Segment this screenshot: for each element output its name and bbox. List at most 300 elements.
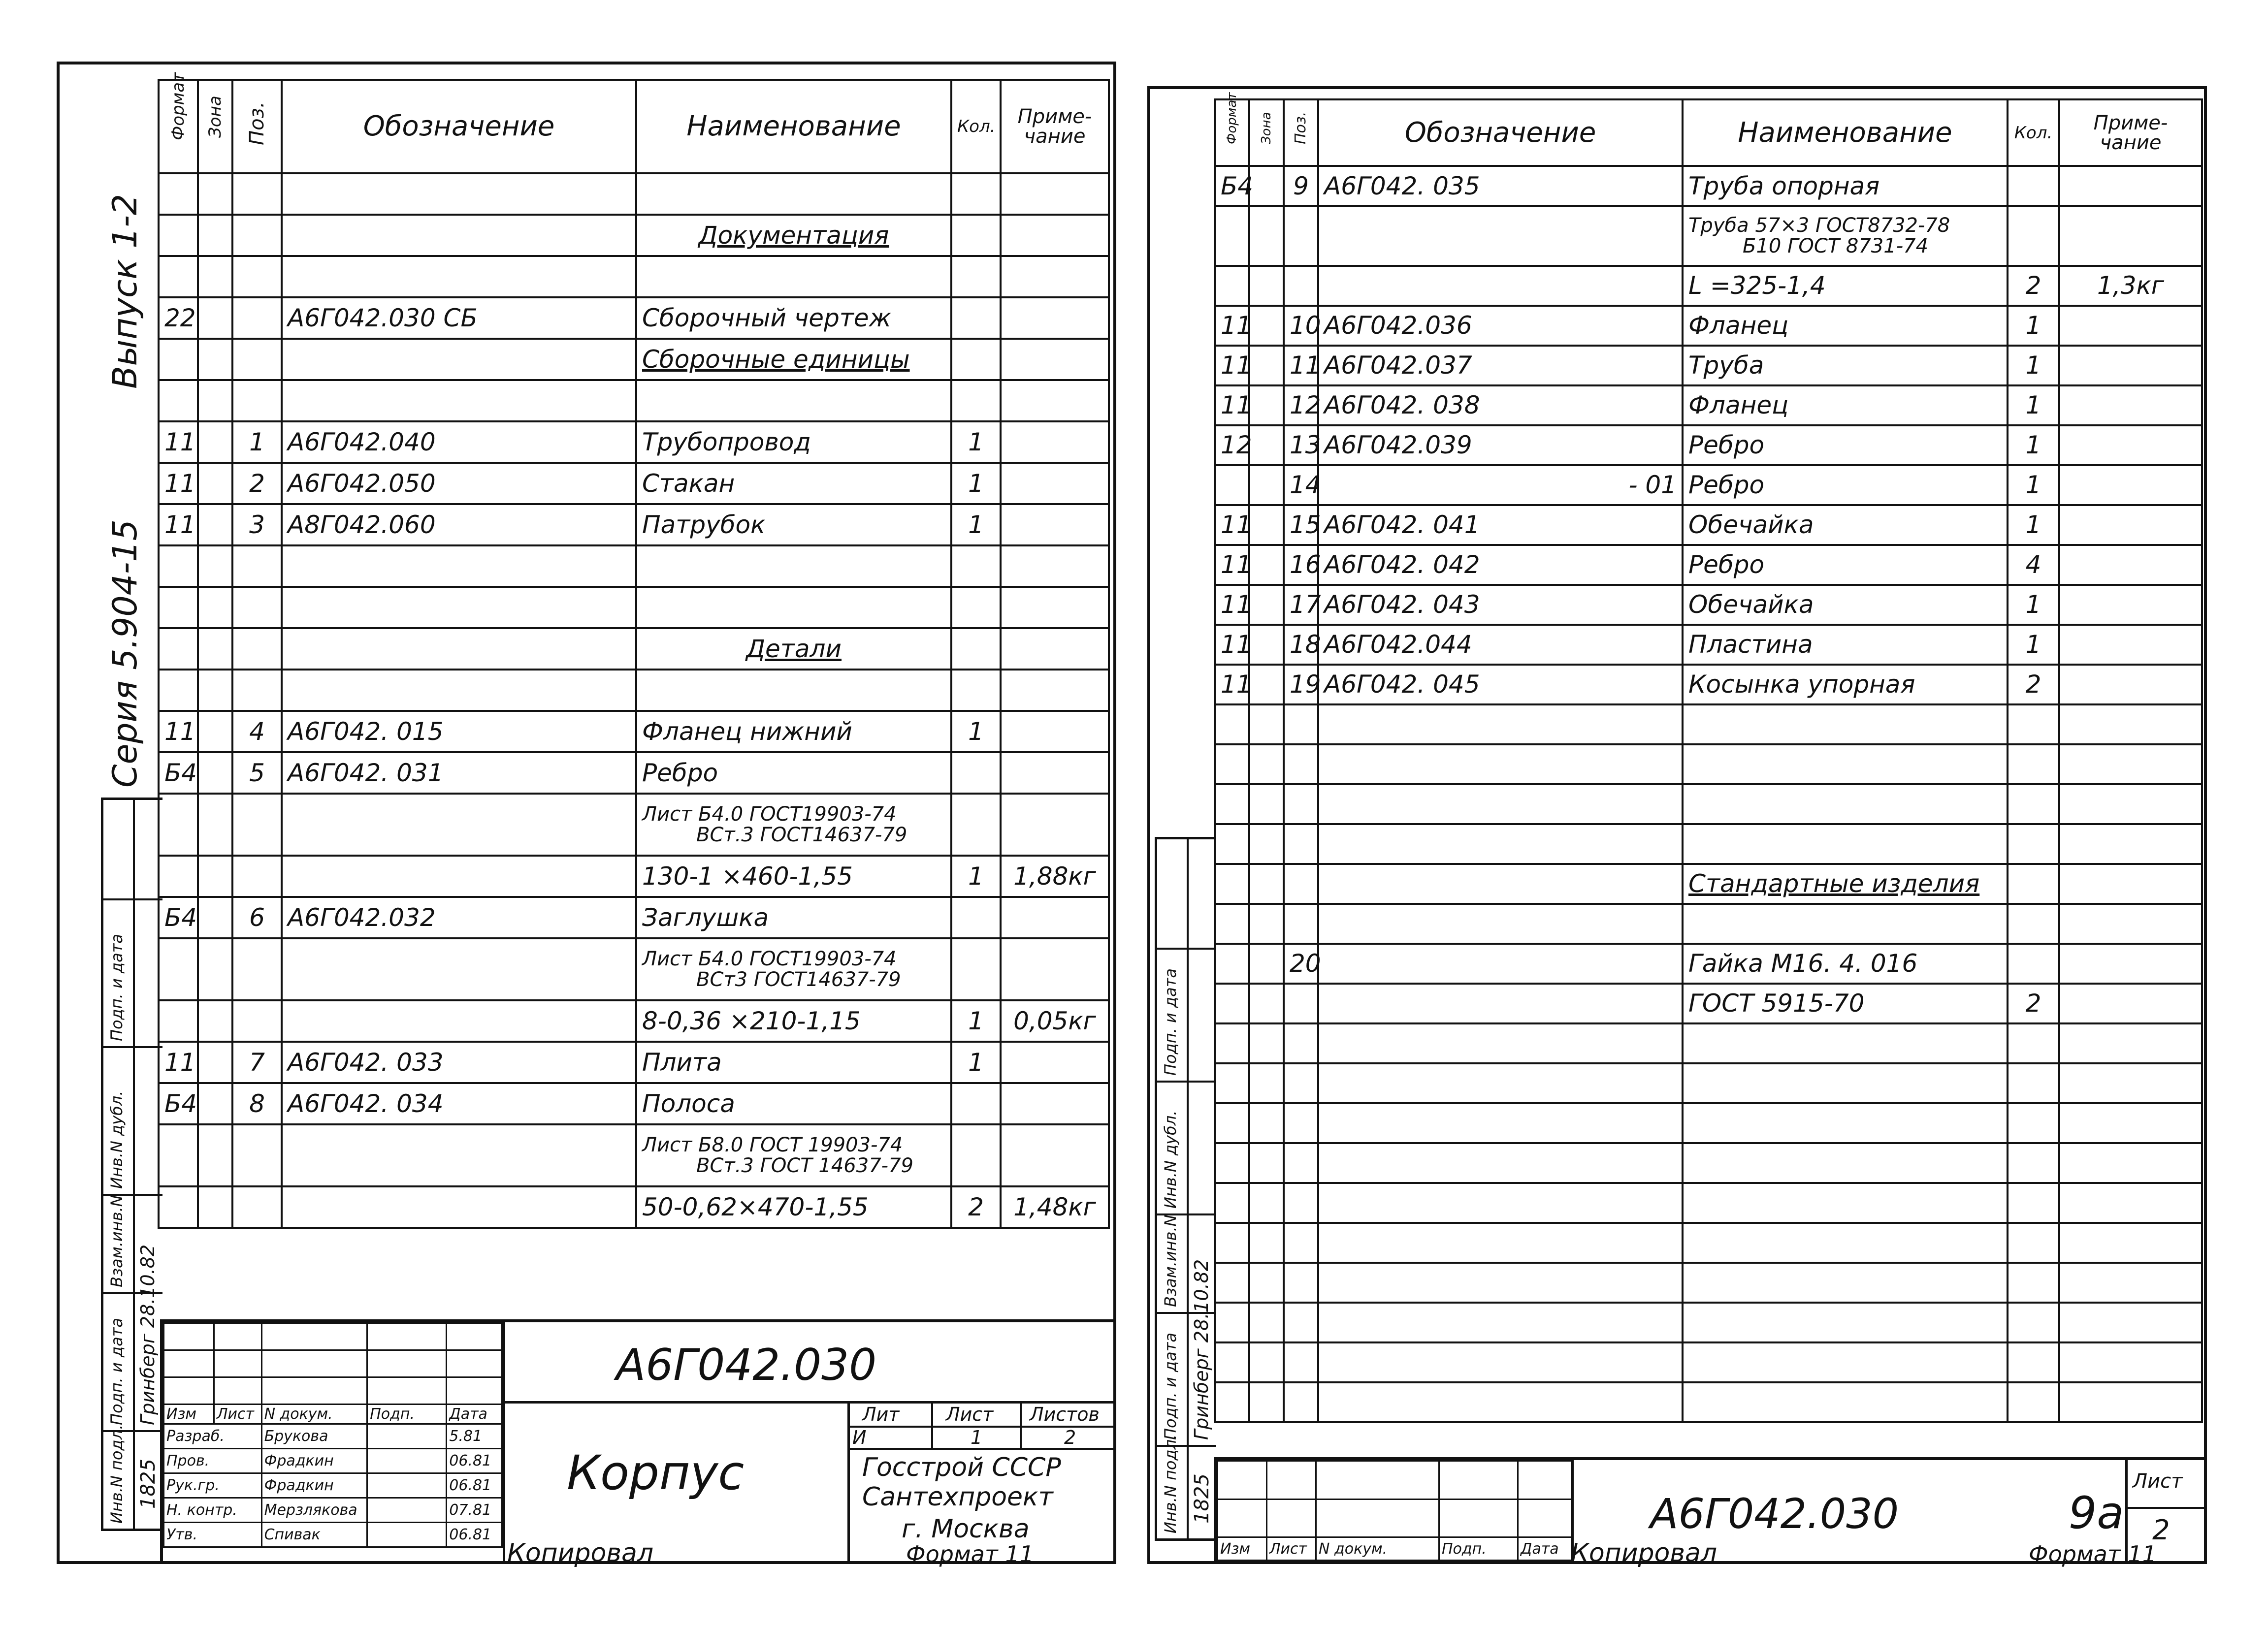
- right-footer-format: Формат 11: [2029, 1541, 2157, 1567]
- revision-cell: [214, 1323, 261, 1350]
- note-cell: [2059, 1382, 2202, 1422]
- spec-row: [1215, 665, 2202, 704]
- name-cell: Заглушка: [636, 897, 951, 938]
- name-cell: 130-1 ×460-1,55: [636, 856, 951, 897]
- zone-cell: [198, 938, 232, 1000]
- note-cell: [2059, 1023, 2202, 1063]
- zone-cell: [198, 587, 232, 628]
- name-cell: Полоса: [636, 1083, 951, 1124]
- spec-row: [159, 1124, 1109, 1186]
- name-cell: Стандартные изделия: [1683, 864, 2008, 904]
- note-cell: [1001, 1124, 1109, 1186]
- note-cell: [1001, 1042, 1109, 1083]
- spec-row: [1215, 1303, 2202, 1342]
- format-cell: [1215, 1183, 1249, 1223]
- revision-row: [1218, 1499, 1572, 1537]
- position-cell: [1284, 824, 1318, 864]
- format-cell: [159, 1000, 198, 1042]
- right-sheet-value: 2: [2152, 1514, 2170, 1546]
- position-cell: [1284, 1342, 1318, 1382]
- note-cell: [2059, 784, 2202, 824]
- note-cell: [2059, 346, 2202, 385]
- designation-cell: А6Г042.039: [1318, 425, 1683, 465]
- quantity-cell: 1: [951, 421, 1001, 463]
- zone-cell: [1249, 1303, 1284, 1342]
- quantity-cell: [951, 339, 1001, 380]
- position-cell: [232, 670, 282, 711]
- format-cell: [1215, 1382, 1249, 1422]
- name-cell: Детали: [636, 628, 951, 670]
- hdr-designation: Обозначение: [1318, 99, 1683, 166]
- format-cell: 11: [1215, 385, 1249, 425]
- position-cell: [1284, 1183, 1318, 1223]
- designation-cell: [1318, 1382, 1683, 1422]
- note-cell: [2059, 744, 2202, 784]
- position-cell: [232, 380, 282, 421]
- position-cell: 4: [232, 711, 282, 752]
- quantity-cell: [951, 380, 1001, 421]
- format-cell: 11: [1215, 665, 1249, 704]
- format-cell: [1215, 864, 1249, 904]
- format-cell: 11: [1215, 545, 1249, 585]
- signature-mark: [367, 1449, 447, 1473]
- designation-cell: [282, 380, 636, 421]
- revision-cell: [164, 1323, 214, 1350]
- zone-cell: [1249, 206, 1284, 266]
- revision-cell: [367, 1350, 447, 1377]
- spec-row: [1215, 425, 2202, 465]
- format-cell: [159, 545, 198, 587]
- format-cell: [1215, 1223, 1249, 1263]
- quantity-cell: [2008, 1103, 2059, 1143]
- format-cell: 12: [1215, 425, 1249, 465]
- name-cell: Плита: [636, 1042, 951, 1083]
- spec-row: [159, 752, 1109, 794]
- right-margin-label-4: Подп. и дата: [1161, 968, 1180, 1076]
- quantity-cell: [2008, 904, 2059, 944]
- designation-cell: [282, 1124, 636, 1186]
- zone-cell: [198, 856, 232, 897]
- note-cell: [2059, 864, 2202, 904]
- spec-row: [1215, 824, 2202, 864]
- hdr-zone: Зона: [198, 80, 232, 173]
- designation-cell: [282, 938, 636, 1000]
- quantity-cell: 1: [951, 1000, 1001, 1042]
- name-cell: 50-0,62×470-1,55: [636, 1186, 951, 1228]
- note-cell: 1,88кг: [1001, 856, 1109, 897]
- right-margin-label-2: Взам.инв.N: [1161, 1214, 1180, 1307]
- quantity-cell: 1: [951, 1042, 1001, 1083]
- right-doc-code: А6Г042.030: [1650, 1490, 1899, 1538]
- position-cell: [232, 1000, 282, 1042]
- zone-cell: [1249, 306, 1284, 346]
- name-cell: ГОСТ 5915-70: [1683, 984, 2008, 1023]
- spec-row: [159, 794, 1109, 856]
- zone-cell: [1249, 864, 1284, 904]
- spec-row: [159, 587, 1109, 628]
- signature-header-row: [1218, 1537, 1572, 1561]
- position-cell: 18: [1284, 625, 1318, 665]
- name-cell: [636, 1124, 951, 1186]
- position-cell: [1284, 206, 1318, 266]
- name-cell: [1683, 1063, 2008, 1103]
- right-signature-table: [1217, 1460, 1573, 1561]
- revision-cell: [1316, 1499, 1439, 1537]
- designation-cell: [1318, 824, 1683, 864]
- name-cell: [636, 256, 951, 297]
- name-cell: [636, 587, 951, 628]
- position-cell: [232, 215, 282, 256]
- spec-row: [159, 173, 1109, 215]
- name-cell: [636, 380, 951, 421]
- designation-cell: [1318, 944, 1683, 984]
- designation-cell: [1318, 1023, 1683, 1063]
- signature-row: [164, 1449, 502, 1473]
- format-cell: [159, 856, 198, 897]
- revision-cell: [261, 1323, 367, 1350]
- note-cell: [2059, 585, 2202, 625]
- format-cell: [1215, 904, 1249, 944]
- spec-row: [1215, 625, 2202, 665]
- zone-cell: [198, 1083, 232, 1124]
- right-sheet-mark: 9а: [2069, 1487, 2124, 1539]
- revision-cell: [261, 1377, 367, 1405]
- designation-cell: [1318, 1063, 1683, 1103]
- revision-row: [164, 1350, 502, 1377]
- note-cell: [1001, 1083, 1109, 1124]
- designation-cell: [282, 587, 636, 628]
- designation-cell: [282, 1186, 636, 1228]
- position-cell: [232, 1186, 282, 1228]
- note-cell: [2059, 944, 2202, 984]
- note-cell: [1001, 794, 1109, 856]
- right-margin-label-1: Подп. и дата: [1161, 1333, 1180, 1440]
- quantity-cell: 2: [2008, 984, 2059, 1023]
- position-cell: [1284, 904, 1318, 944]
- format-cell: [1215, 1063, 1249, 1103]
- left-spec-table: [158, 72, 1110, 1229]
- designation-cell: [1318, 1183, 1683, 1223]
- right-margin-label-0: Инв.N подл.: [1161, 1434, 1180, 1533]
- format-cell: Б4: [159, 1083, 198, 1124]
- zone-cell: [1249, 465, 1284, 505]
- spec-row: [1215, 744, 2202, 784]
- right-margin-inv-value: 1825: [1191, 1473, 1213, 1524]
- revision-cell: [1439, 1461, 1518, 1500]
- format-cell: [1215, 704, 1249, 744]
- zone-cell: [198, 1124, 232, 1186]
- designation-cell: [1318, 206, 1683, 266]
- position-cell: 15: [1284, 505, 1318, 545]
- revision-cell: [1316, 1461, 1439, 1500]
- zone-cell: [198, 628, 232, 670]
- signature-col-header: Лист: [214, 1405, 261, 1424]
- quantity-cell: [951, 1124, 1001, 1186]
- zone-cell: [198, 1186, 232, 1228]
- format-cell: 11: [159, 504, 198, 545]
- quantity-cell: [951, 670, 1001, 711]
- signature-col-header: N докум.: [1316, 1537, 1439, 1561]
- format-cell: [1215, 1023, 1249, 1063]
- designation-cell: [282, 628, 636, 670]
- sheets-value: 2: [1064, 1427, 1076, 1448]
- position-cell: [232, 794, 282, 856]
- note-cell: [2059, 206, 2202, 266]
- revision-cell: [1267, 1461, 1316, 1500]
- hdr-qty: Кол.: [2008, 99, 2059, 166]
- zone-cell: [198, 670, 232, 711]
- spec-row: [1215, 505, 2202, 545]
- zone-cell: [1249, 784, 1284, 824]
- format-cell: [159, 339, 198, 380]
- name-cell: Документация: [636, 215, 951, 256]
- position-cell: [232, 173, 282, 215]
- format-cell: [159, 256, 198, 297]
- name-cell: [1683, 1303, 2008, 1342]
- note-cell: [2059, 385, 2202, 425]
- format-cell: [1215, 206, 1249, 266]
- note-cell: [2059, 824, 2202, 864]
- spec-row: [159, 421, 1109, 463]
- note-cell: [1001, 215, 1109, 256]
- note-cell: [2059, 704, 2202, 744]
- quantity-cell: 1: [2008, 465, 2059, 505]
- position-cell: 20: [1284, 944, 1318, 984]
- zone-cell: [1249, 1023, 1284, 1063]
- quantity-cell: [2008, 1342, 2059, 1382]
- zone-cell: [1249, 984, 1284, 1023]
- quantity-cell: 2: [951, 1186, 1001, 1228]
- quantity-cell: [2008, 864, 2059, 904]
- name-cell: [636, 173, 951, 215]
- designation-cell: [282, 339, 636, 380]
- note-cell: [2059, 984, 2202, 1023]
- format-cell: [159, 794, 198, 856]
- position-cell: [232, 339, 282, 380]
- signature-name: Спивак: [261, 1523, 367, 1547]
- name-line-1: Труба 57×3 ГОСТ8732-78: [1688, 214, 1950, 237]
- designation-cell: [1318, 784, 1683, 824]
- position-cell: 11: [1284, 346, 1318, 385]
- name-cell: Патрубок: [636, 504, 951, 545]
- name-cell: Обечайка: [1683, 505, 2008, 545]
- spec-row: [159, 670, 1109, 711]
- name-cell: Фланец: [1683, 385, 2008, 425]
- position-cell: [1284, 1303, 1318, 1342]
- zone-cell: [1249, 1063, 1284, 1103]
- name-cell: 8-0,36 ×210-1,15: [636, 1000, 951, 1042]
- format-cell: 22: [159, 297, 198, 339]
- zone-cell: [1249, 505, 1284, 545]
- zone-cell: [198, 173, 232, 215]
- designation-cell: А6Г042.050: [282, 463, 636, 504]
- designation-cell: А6Г042.032: [282, 897, 636, 938]
- position-cell: 12: [1284, 385, 1318, 425]
- position-cell: [1284, 984, 1318, 1023]
- hdr-format: Формат: [1215, 99, 1249, 166]
- zone-cell: [198, 752, 232, 794]
- quantity-cell: 1: [951, 504, 1001, 545]
- position-cell: 7: [232, 1042, 282, 1083]
- quantity-cell: [951, 587, 1001, 628]
- name-cell: Труба: [1683, 346, 2008, 385]
- zone-cell: [1249, 824, 1284, 864]
- quantity-cell: [951, 752, 1001, 794]
- quantity-cell: [2008, 206, 2059, 266]
- signature-row: [164, 1473, 502, 1498]
- quantity-cell: [951, 297, 1001, 339]
- quantity-cell: [951, 938, 1001, 1000]
- spec-row: [1215, 306, 2202, 346]
- signature-name: Фрадкин: [261, 1449, 367, 1473]
- signature-header-row: [164, 1405, 502, 1424]
- spec-row: [159, 1000, 1109, 1042]
- note-cell: [2059, 1342, 2202, 1382]
- revision-row: [164, 1377, 502, 1405]
- signature-col-header: Дата: [1518, 1537, 1572, 1561]
- format-cell: 11: [1215, 505, 1249, 545]
- format-cell: [1215, 984, 1249, 1023]
- zone-cell: [198, 504, 232, 545]
- revision-cell: [261, 1350, 367, 1377]
- note-cell: [1001, 380, 1109, 421]
- zone-cell: [198, 545, 232, 587]
- left-header-row: [159, 80, 1109, 173]
- quantity-cell: 1: [2008, 306, 2059, 346]
- note-cell: [2059, 904, 2202, 944]
- zone-cell: [198, 1000, 232, 1042]
- note-cell: [2059, 306, 2202, 346]
- name-line-2: Б10 ГОСТ 8731-74: [1743, 234, 1929, 257]
- right-footer-copied: Копировал: [1571, 1538, 1717, 1568]
- designation-cell: [1318, 1223, 1683, 1263]
- format-cell: [159, 1124, 198, 1186]
- designation-cell: А6Г042. 034: [282, 1083, 636, 1124]
- zone-cell: [1249, 425, 1284, 465]
- spec-row: [1215, 1143, 2202, 1183]
- quantity-cell: 2: [2008, 665, 2059, 704]
- zone-cell: [1249, 545, 1284, 585]
- revision-cell: [164, 1350, 214, 1377]
- position-cell: [1284, 1143, 1318, 1183]
- revision-cell: [214, 1350, 261, 1377]
- signature-date: 5.81: [447, 1424, 502, 1449]
- name-cell: Сборочные единицы: [636, 339, 951, 380]
- zone-cell: [198, 297, 232, 339]
- spec-row: [159, 711, 1109, 752]
- lit-value: И: [852, 1427, 867, 1448]
- signature-role: Рук.гр.: [164, 1473, 262, 1498]
- name-line-2: ВСт.3 ГОСТ14637-79: [696, 824, 907, 846]
- note-cell: [1001, 339, 1109, 380]
- name-cell: [1683, 904, 2008, 944]
- spec-row: [159, 897, 1109, 938]
- zone-cell: [198, 897, 232, 938]
- zone-cell: [1249, 346, 1284, 385]
- right-margin-stamp: [1155, 837, 1216, 1541]
- spec-row: [159, 856, 1109, 897]
- format-cell: [159, 938, 198, 1000]
- note-cell: [2059, 1063, 2202, 1103]
- quantity-cell: 1: [2008, 585, 2059, 625]
- position-cell: [232, 856, 282, 897]
- spec-row: [1215, 1263, 2202, 1303]
- designation-cell: [282, 1000, 636, 1042]
- designation-cell: А6Г042. 043: [1318, 585, 1683, 625]
- revision-cell: [1439, 1499, 1518, 1537]
- left-margin-label-0: Инв.N подл.: [107, 1424, 126, 1524]
- quantity-cell: [2008, 704, 2059, 744]
- quantity-cell: 1: [2008, 625, 2059, 665]
- format-cell: 11: [1215, 625, 1249, 665]
- note-cell: [1001, 897, 1109, 938]
- quantity-cell: [2008, 784, 2059, 824]
- zone-cell: [1249, 904, 1284, 944]
- position-cell: 8: [232, 1083, 282, 1124]
- org-line-2: Сантехпроект: [862, 1482, 1053, 1512]
- quantity-cell: 1: [2008, 385, 2059, 425]
- note-cell: [1001, 504, 1109, 545]
- name-cell: [1683, 824, 2008, 864]
- signature-role: Пров.: [164, 1449, 262, 1473]
- designation-cell: [282, 856, 636, 897]
- left-margin-label-2: Взам.инв.N: [107, 1195, 126, 1287]
- revision-cell: [1218, 1461, 1267, 1500]
- spec-row: [159, 1042, 1109, 1083]
- name-cell: Пластина: [1683, 625, 2008, 665]
- right-margin-sign-value: Гринберг 28.10.82: [1191, 1259, 1212, 1440]
- spec-row: [159, 339, 1109, 380]
- sheet-value: 1: [971, 1427, 983, 1448]
- signature-col-header: Изм: [164, 1405, 214, 1424]
- designation-cell: - 01: [1318, 465, 1683, 505]
- note-cell: [1001, 173, 1109, 215]
- zone-cell: [1249, 385, 1284, 425]
- quantity-cell: [2008, 824, 2059, 864]
- format-cell: [1215, 944, 1249, 984]
- left-footer-copied: Копировал: [507, 1538, 654, 1568]
- position-cell: 1: [232, 421, 282, 463]
- quantity-cell: [2008, 944, 2059, 984]
- note-cell: 1,48кг: [1001, 1186, 1109, 1228]
- note-cell: [1001, 587, 1109, 628]
- designation-cell: [1318, 984, 1683, 1023]
- quantity-cell: 2: [2008, 266, 2059, 306]
- format-cell: [159, 628, 198, 670]
- name-cell: [1683, 1223, 2008, 1263]
- position-cell: [232, 628, 282, 670]
- hdr-format: Формат: [159, 80, 198, 173]
- revision-cell: [1218, 1499, 1267, 1537]
- quantity-cell: [2008, 1223, 2059, 1263]
- hdr-name: Наименование: [636, 80, 951, 173]
- signature-col-header: Дата: [447, 1405, 502, 1424]
- hdr-zone: Зона: [1249, 99, 1284, 166]
- quantity-cell: [951, 545, 1001, 587]
- position-cell: 9: [1284, 166, 1318, 206]
- left-margin-stamp: [101, 798, 162, 1531]
- name-cell: [636, 545, 951, 587]
- designation-cell: [1318, 1103, 1683, 1143]
- format-cell: [1215, 784, 1249, 824]
- note-cell: [2059, 465, 2202, 505]
- zone-cell: [1249, 944, 1284, 984]
- format-cell: 11: [159, 463, 198, 504]
- note-cell: 1,3кг: [2059, 266, 2202, 306]
- designation-cell: А6Г042.044: [1318, 625, 1683, 665]
- signature-date: 06.81: [447, 1523, 502, 1547]
- name-cell: [636, 670, 951, 711]
